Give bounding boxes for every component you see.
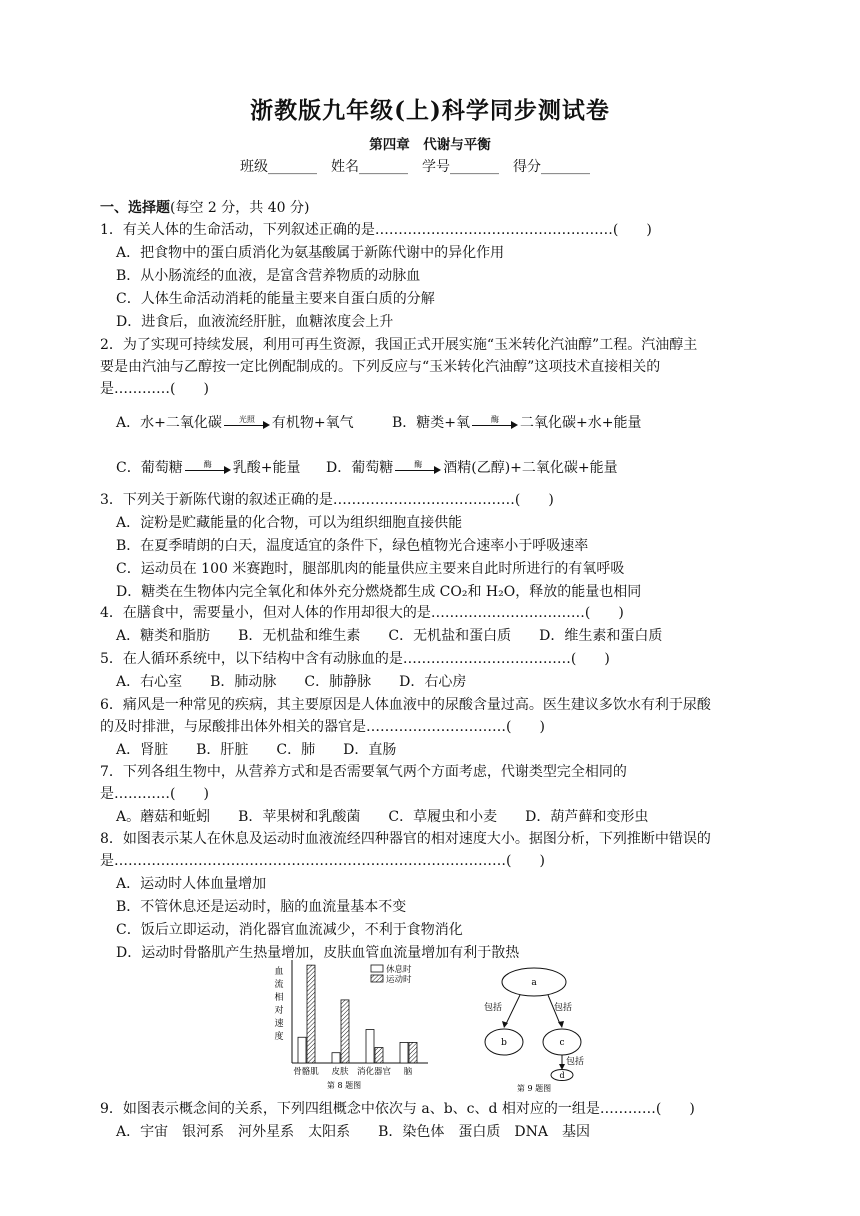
chart-ylabel — [274, 966, 283, 1042]
q7-line1: 7．下列各组生物中，从营养方式和是否需要氧气两个方面考虑，代谢类型完全相同的 — [100, 764, 627, 780]
node-d-label: d — [559, 1071, 565, 1080]
bar-rest-3 — [400, 1042, 408, 1063]
q4-options: A．糖类和脂肪 B．无机盐和维生素 C．无机盐和蛋白质 D．维生素和蛋白质 — [116, 628, 663, 644]
node-b-label: b — [501, 1038, 507, 1048]
edge-label-1: 包括 — [484, 1003, 503, 1013]
figure-8-caption: 第 8 题图 — [326, 1081, 362, 1090]
bar-exercise-3 — [409, 1042, 417, 1063]
bar-exercise-2 — [375, 1048, 383, 1063]
legend-label: 运动时 — [386, 975, 412, 985]
chapter-subtitle: 第四章 代谢与平衡 — [369, 137, 491, 153]
x-tick-label: 消化器官 — [356, 1067, 392, 1077]
q6-options: A．肾脏 B．肝脏 C．肺 D．直肠 — [116, 742, 397, 758]
y-axis-label-char: 度 — [274, 1032, 284, 1042]
q3-option-c: C．运动员在 100 米赛跑时，腿部肌肉的能量供应主要来自此时所进行的有氧呼吸 — [116, 561, 625, 577]
q7-line2: 是…………( ) — [100, 786, 209, 802]
x-tick-label: 骨骼肌 — [293, 1067, 319, 1077]
q2-c-reactants: C．葡萄糖 — [116, 460, 183, 476]
node-a-label: a — [531, 978, 537, 988]
legend-swatch — [371, 965, 383, 972]
q7-options: A。蘑菇和蚯蚓 B．苹果树和乳酸菌 C．草履虫和小麦 D．葫芦藓和变形虫 — [116, 809, 649, 825]
q5-options: A．右心室 B．肺动脉 C．肺静脉 D．右心房 — [116, 674, 467, 690]
reaction-condition: 酶 — [491, 415, 500, 424]
q2-b-products: 二氧化碳+水+能量 — [520, 415, 642, 431]
q6-line2: 的及时排泄，与尿酸排出体外相关的器官是…………………………( ) — [100, 719, 545, 735]
exam-title: 浙教版九年级(上)科学同步测试卷 — [250, 97, 610, 124]
q3-option-a: A．淀粉是贮藏能量的化合物，可以为组织细胞直接供能 — [116, 515, 463, 531]
q6-line1: 6．痛风是一种常见的疾病，其主要原因是人体血液中的尿酸含量过高。医生建议多饮水有利于尿酸 — [100, 697, 711, 713]
q9-stem: 9．如图表示概念间的关系，下列四组概念中依次与 a、b、c、d 相对应的一组是…………( ) — [100, 1101, 695, 1117]
q8-line2: 是…………………………………………………………………………( ) — [100, 853, 545, 869]
reaction-arrow-icon — [395, 461, 441, 475]
q1-option-d: D．进食后，血液流经肝脏，血糖浓度会上升 — [116, 314, 394, 330]
q2-b-reactants: B．糖类+氧 — [392, 415, 471, 431]
q1-option-b: B．从小肠流经的血液，是富含营养物质的动脉血 — [116, 268, 421, 284]
q2-line1: 2．为了实现可持续发展，利用可再生资源，我国正式开展实施“玉米转化汽油醇”工程。汽油醇主 — [100, 337, 698, 353]
bar-rest-0 — [298, 1037, 306, 1063]
y-axis-label-char: 流 — [274, 980, 284, 990]
section-heading — [100, 199, 309, 217]
q8-option-a: A．运动时人体血量增加 — [116, 876, 267, 892]
q4-stem: 4．在膳食中，需要量小，但对人体的作用却很大的是……………………………( ) — [100, 605, 624, 621]
reaction-condition: 酶 — [203, 460, 212, 469]
figure-9-caption: 第 9 题图 — [516, 1084, 552, 1093]
reaction-condition: 酶 — [414, 460, 423, 469]
q8-option-d: D．运动时骨骼肌产生热量增加，皮肤血管血流量增加有利于散热 — [116, 945, 520, 961]
figure-9-concept-diagram — [478, 960, 608, 1096]
node-c-label: c — [559, 1038, 565, 1048]
q8-option-b: B．不管休息还是运动时，脑的血流量基本不变 — [116, 899, 407, 915]
q2-a-reactants: A．水+二氧化碳 — [116, 415, 222, 431]
reaction-arrow-icon — [224, 416, 270, 430]
q2-c-products: 乳酸+能量 — [232, 460, 301, 476]
section-title: 一、选择题 — [100, 200, 170, 216]
student-info-line: 班级_______ 姓名_______ 学号_______ 得分_______ — [240, 159, 590, 175]
q3-stem: 3．下列关于新陈代谢的叙述正确的是…………………………………( ) — [100, 492, 554, 508]
q2-d-reactants: D．葡萄糖 — [326, 460, 394, 476]
q1-option-a: A．把食物中的蛋白质消化为氨基酸属于新陈代谢中的异化作用 — [116, 245, 505, 261]
q3-option-b: B．在夏季晴朗的白天，温度适宜的条件下，绿色植物光合速率小于呼吸速率 — [116, 538, 589, 554]
q2-option-d — [326, 459, 618, 477]
legend-label: 休息时 — [386, 965, 412, 975]
reaction-condition: 光照 — [238, 415, 255, 424]
q2-line2: 要是由汽油与乙醇按一定比例配制成的。下列反应与“玉米转化汽油醇”这项技术直接相关的 — [100, 359, 661, 375]
y-axis-label-char: 相 — [274, 993, 284, 1003]
x-tick-label: 皮肤 — [331, 1067, 349, 1077]
reaction-arrow-icon — [185, 461, 231, 475]
q9-options: A．宇宙 银河系 河外星系 太阳系 B．染色体 蛋白质 DNA 基因 — [116, 1124, 590, 1140]
q5-stem: 5．在人循环系统中，以下结构中含有动脉血的是………………………………( ) — [100, 651, 610, 667]
q2-option-b — [392, 414, 642, 432]
section-note: (每空 2 分，共 40 分) — [170, 200, 310, 216]
q3-option-d: D．糖类在生物体内完全氧化和体外充分燃烧都生成 CO₂和 H₂O，释放的能量也相同 — [116, 584, 642, 600]
y-axis-label-char: 对 — [274, 1006, 284, 1016]
q1-option-c: C．人体生命活动消耗的能量主要来自蛋白质的分解 — [116, 291, 435, 307]
figure-8-bar-chart — [268, 958, 438, 1094]
q2-a-products: 有机物+氧气 — [271, 415, 354, 431]
edge-a-b — [506, 995, 520, 1024]
bar-exercise-1 — [341, 1000, 349, 1063]
q1-stem: 1．有关人体的生命活动，下列叙述正确的是……………………………………………( ) — [100, 222, 652, 238]
bar-exercise-0 — [307, 965, 315, 1063]
edge-label-2: 包括 — [554, 1003, 573, 1013]
arrowhead-icon — [558, 1021, 564, 1028]
q8-option-c: C．饭后立即运动，消化器官血流减少，不利于食物消化 — [116, 922, 463, 938]
q8-line1: 8．如图表示某人在休息及运动时血液流经四种器官的相对速度大小。据图分析，下列推断中错误的 — [100, 831, 711, 847]
legend-swatch — [371, 975, 383, 982]
y-axis-label-char: 速 — [274, 1019, 284, 1029]
bar-rest-1 — [332, 1053, 340, 1063]
q2-option-c — [116, 459, 300, 477]
y-axis-label-char: 血 — [274, 967, 284, 977]
reaction-arrow-icon — [472, 416, 518, 430]
q2-d-products: 酒精(乙醇)+二氧化碳+能量 — [443, 460, 618, 476]
x-tick-label: 脑 — [403, 1067, 413, 1077]
q2-option-a — [116, 414, 354, 432]
edge-label-3: 包括 — [566, 1057, 585, 1067]
q2-line3: 是…………( ) — [100, 381, 209, 397]
bar-rest-2 — [366, 1030, 374, 1063]
